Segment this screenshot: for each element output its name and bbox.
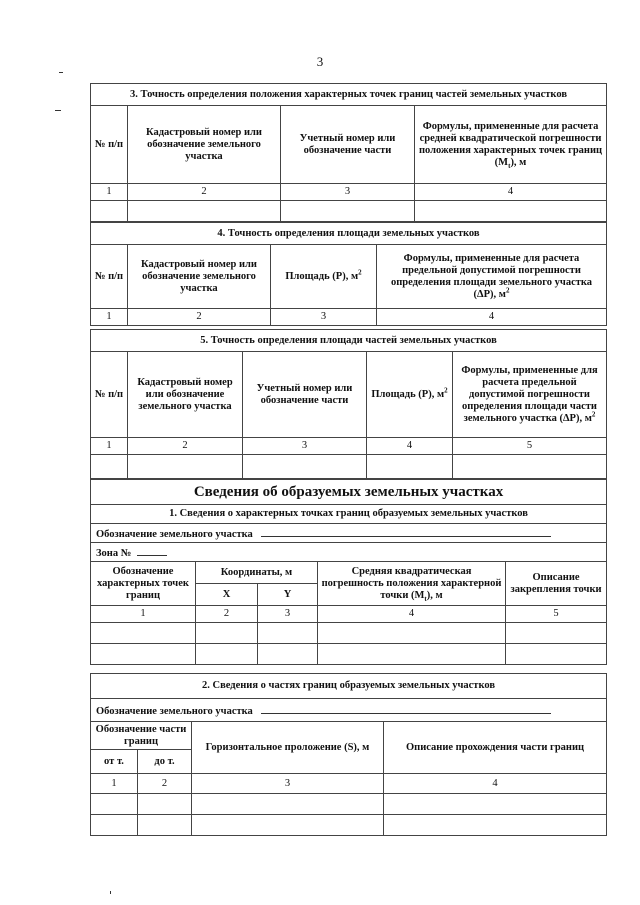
empty-cell[interactable] xyxy=(415,201,607,222)
header-cell: Кадастровый номер или обозначение земельного участка xyxy=(128,352,243,438)
header-cell: X xyxy=(196,584,258,606)
section-title: 3. Точность определения положения характерных точек границ частей земельных участков xyxy=(91,84,607,106)
table-row xyxy=(91,455,607,479)
subscript: t xyxy=(508,161,511,170)
table-row xyxy=(91,794,607,815)
parcel-designation-field[interactable] xyxy=(261,526,551,537)
parcel-designation-field[interactable] xyxy=(261,703,551,714)
header-cell: Описание прохождения части границ xyxy=(384,722,607,774)
column-number: 1 xyxy=(91,606,196,623)
header-cell: Обозначение части границ xyxy=(91,722,192,750)
parcel-designation-label: Обозначение земельного участка xyxy=(96,528,253,540)
empty-cell[interactable] xyxy=(138,794,192,815)
column-number: 1 xyxy=(91,774,138,794)
superscript: 2 xyxy=(505,286,510,294)
empty-cell[interactable] xyxy=(196,644,258,665)
column-number: 4 xyxy=(415,184,607,201)
header-cell xyxy=(318,562,506,606)
header-cell: Координаты, м xyxy=(196,562,318,584)
header-cell: Кадастровый номер или обозначение земельного участка xyxy=(128,245,271,309)
header-cell xyxy=(367,352,453,438)
column-number: 3 xyxy=(258,606,318,623)
header-text: Формулы, примененные для расчета средней квадратической погрешности положения характерных точек границ (M xyxy=(418,120,603,168)
formed-parcels-title: Сведения об образуемых земельных участках xyxy=(91,480,607,505)
header-text: Формулы, примененные для расчета предельной допустимой погрешности определения площади части земельного участка (ΔP), м xyxy=(461,364,598,424)
column-number: 4 xyxy=(384,774,607,794)
parcel-designation-row xyxy=(91,524,607,543)
header-cell: Учетный номер или обозначение части xyxy=(243,352,367,438)
empty-cell[interactable] xyxy=(506,644,607,665)
header-text: ), м xyxy=(426,589,443,601)
column-number: 2 xyxy=(138,774,192,794)
header-text: Средняя квадратическая погрешность положения характерной точки (M xyxy=(321,565,502,601)
table-row xyxy=(91,644,607,665)
header-cell xyxy=(377,245,607,309)
empty-cell[interactable] xyxy=(258,623,318,644)
page-number: 3 xyxy=(316,54,324,69)
header-cell xyxy=(453,352,607,438)
table-formed-points xyxy=(90,479,607,665)
empty-cell[interactable] xyxy=(91,455,128,479)
empty-cell[interactable] xyxy=(128,201,281,222)
parcel-designation-label: Обозначение земельного участка xyxy=(96,705,253,717)
header-cell: от т. xyxy=(91,750,138,774)
subscript: t xyxy=(424,594,427,603)
header-cell: № п/п xyxy=(91,352,128,438)
header-cell xyxy=(271,245,377,309)
header-cell: Учетный номер или обозначение части xyxy=(281,106,415,184)
empty-cell[interactable] xyxy=(91,644,196,665)
table-row xyxy=(91,201,607,222)
empty-cell[interactable] xyxy=(506,623,607,644)
header-cell: № п/п xyxy=(91,245,128,309)
header-cell: Горизонтальное проложение (S), м xyxy=(192,722,384,774)
column-number: 4 xyxy=(377,309,607,326)
column-number: 5 xyxy=(506,606,607,623)
section-title: 1. Сведения о характерных точках границ образуемых земельных участков xyxy=(91,505,607,524)
column-number: 1 xyxy=(91,309,128,326)
header-cell: Описание закрепления точки xyxy=(506,562,607,606)
empty-cell[interactable] xyxy=(453,455,607,479)
column-number: 1 xyxy=(91,438,128,455)
zone-row xyxy=(91,543,607,562)
empty-cell[interactable] xyxy=(318,623,506,644)
header-text: Площадь (P), м xyxy=(371,388,445,400)
column-number: 1 xyxy=(91,184,128,201)
column-number: 4 xyxy=(367,438,453,455)
header-text: Формулы, примененные для расчета предельной допустимой погрешности определения площади земельного участка (ΔP), м xyxy=(390,252,593,300)
empty-cell[interactable] xyxy=(243,455,367,479)
table-section-5 xyxy=(90,329,607,479)
column-number: 3 xyxy=(271,309,377,326)
header-cell: до т. xyxy=(138,750,192,774)
section-title: 2. Сведения о частях границ образуемых земельных участков xyxy=(91,674,607,699)
empty-cell[interactable] xyxy=(318,644,506,665)
column-number: 3 xyxy=(192,774,384,794)
empty-cell[interactable] xyxy=(91,815,138,836)
header-text: Площадь (P), м xyxy=(285,270,359,282)
column-number: 2 xyxy=(128,309,271,326)
header-cell: Обозначение характерных точек границ xyxy=(91,562,196,606)
zone-label: Зона № xyxy=(96,547,132,559)
empty-cell[interactable] xyxy=(138,815,192,836)
empty-cell[interactable] xyxy=(384,794,607,815)
superscript: 2 xyxy=(444,386,448,394)
parcel-designation-row xyxy=(91,699,607,722)
zone-number-field[interactable] xyxy=(137,545,167,556)
column-number: 4 xyxy=(318,606,506,623)
scan-mark xyxy=(110,891,111,894)
header-cell xyxy=(415,106,607,184)
header-cell: Y xyxy=(258,584,318,606)
column-number: 5 xyxy=(453,438,607,455)
column-number: 3 xyxy=(243,438,367,455)
table-row xyxy=(91,815,607,836)
section-title: 4. Точность определения площади земельных участков xyxy=(91,223,607,245)
table-formed-parts xyxy=(90,673,607,836)
header-cell: Кадастровый номер или обозначение земельного участка xyxy=(128,106,281,184)
empty-cell[interactable] xyxy=(91,794,138,815)
empty-cell[interactable] xyxy=(128,455,243,479)
empty-cell[interactable] xyxy=(192,794,384,815)
scan-mark xyxy=(59,72,63,73)
empty-cell[interactable] xyxy=(192,815,384,836)
table-section-3 xyxy=(90,83,607,222)
header-text: ), м xyxy=(510,156,527,168)
column-number: 3 xyxy=(281,184,415,201)
empty-cell[interactable] xyxy=(91,201,128,222)
header-cell: № п/п xyxy=(91,106,128,184)
empty-cell[interactable] xyxy=(367,455,453,479)
scan-mark xyxy=(55,110,61,111)
column-number: 2 xyxy=(196,606,258,623)
empty-cell[interactable] xyxy=(384,815,607,836)
empty-cell[interactable] xyxy=(281,201,415,222)
empty-cell[interactable] xyxy=(196,623,258,644)
column-number: 2 xyxy=(128,184,281,201)
table-section-4 xyxy=(90,222,607,326)
section-title: 5. Точность определения площади частей земельных участков xyxy=(91,330,607,352)
column-number: 2 xyxy=(128,438,243,455)
empty-cell[interactable] xyxy=(258,644,318,665)
table-row xyxy=(91,623,607,644)
superscript: 2 xyxy=(358,268,362,276)
superscript: 2 xyxy=(591,410,596,418)
empty-cell[interactable] xyxy=(91,623,196,644)
